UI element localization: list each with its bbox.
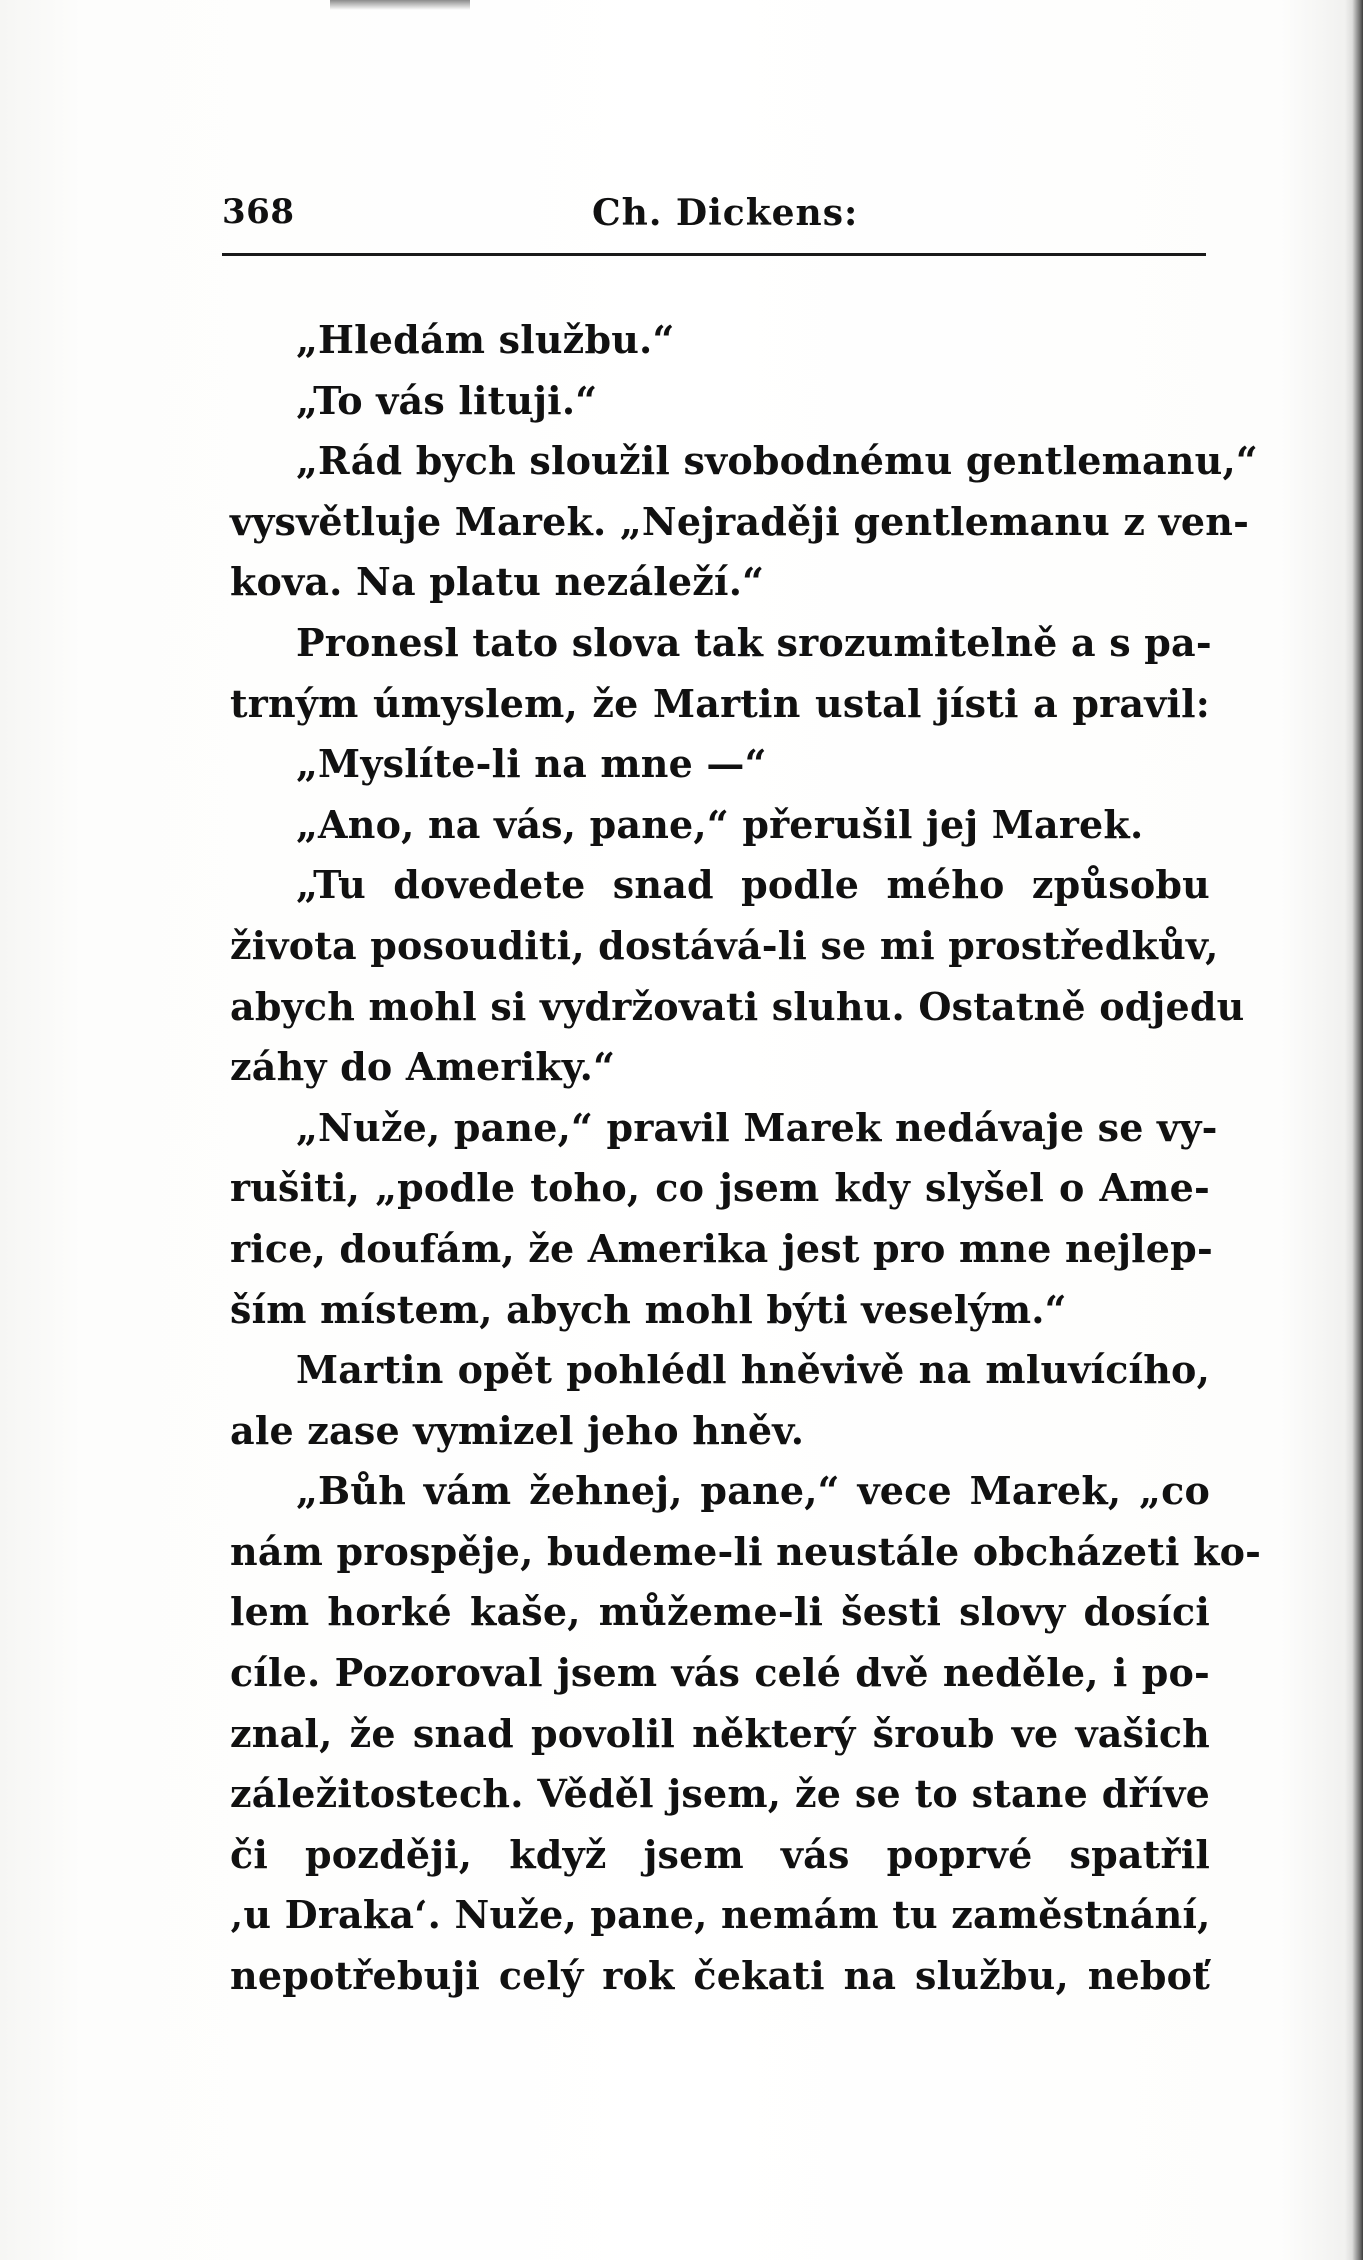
text-line: „Nuže, pane,“ pravil Marek nedávaje se vy- (296, 1104, 1218, 1150)
text-line: „Hledám službu.“ (296, 317, 675, 362)
text-line: záhy do Ameriky.“ (230, 1044, 616, 1090)
text-line: ale zase vymizel jeho hněv. (230, 1407, 805, 1453)
text-line: lem horké kaše, můžeme-li šesti slovy dosíci (230, 1589, 1210, 1635)
text-line: ším místem, abych mohl býti veselým.“ (230, 1286, 1067, 1332)
text-line: rice, doufám, že Amerika jest pro mne nejlep- (230, 1225, 1213, 1271)
text-line: kova. Na platu nezáleží.“ (230, 559, 765, 605)
page-number: 368 (222, 192, 295, 232)
text-line: „Tu dovedete snad podle mého způsobu (296, 862, 1210, 908)
body-text (230, 310, 1262, 2007)
text-line: znal, že snad povolil některý šroub ve vašich (230, 1710, 1210, 1756)
text-line: „To vás lituji.“ (296, 377, 598, 423)
text-line: Pronesl tato slova tak srozumitelně a s pa- (296, 619, 1212, 665)
text-line: či později, když jsem vás poprvé spatřil (230, 1831, 1210, 1877)
running-head: Ch. Dickens: (592, 192, 859, 234)
text-line: rušiti, „podle toho, co jsem kdy slyšel o Ame- (230, 1165, 1210, 1211)
text-line: trným úmyslem, že Martin ustal jísti a pravil: (230, 680, 1210, 726)
text-line: „Rád bych sloužil svobodnému gentlemanu,“ (296, 438, 1258, 484)
text-line: záležitostech. Věděl jsem, že se to stane dříve (230, 1771, 1210, 1817)
text-line: „Myslíte-li na mne —“ (296, 741, 767, 787)
scan-edge-top (330, 0, 470, 10)
header-rule (222, 253, 1206, 256)
text-line: „Ano, na vás, pane,“ přerušil jej Marek. (296, 801, 1144, 847)
page-header (222, 192, 1206, 248)
text-line: „Bůh vám žehnej, pane,“ vece Marek, „co (296, 1468, 1210, 1514)
text-line: Martin opět pohlédl hněvivě na mluvícího, (296, 1347, 1210, 1393)
text-line: abych mohl si vydržovati sluhu. Ostatně odjedu (230, 983, 1245, 1029)
text-line: života posouditi, dostává-li se mi prostředkův, (230, 922, 1219, 968)
text-line: nepotřebuji celý rok čekati na službu, neboť (230, 1953, 1210, 1999)
scan-edge-right (1345, 0, 1363, 2260)
text-line: nám prospěje, budeme-li neustále obcházeti ko- (230, 1528, 1262, 1574)
text-line: vysvětluje Marek. „Nejraději gentlemanu z ven- (230, 498, 1250, 544)
text-line: cíle. Pozoroval jsem vás celé dvě neděle, i po- (230, 1650, 1210, 1696)
text-line: ‚u Draka‘. Nuže, pane, nemám tu zaměstnání, (230, 1892, 1211, 1938)
